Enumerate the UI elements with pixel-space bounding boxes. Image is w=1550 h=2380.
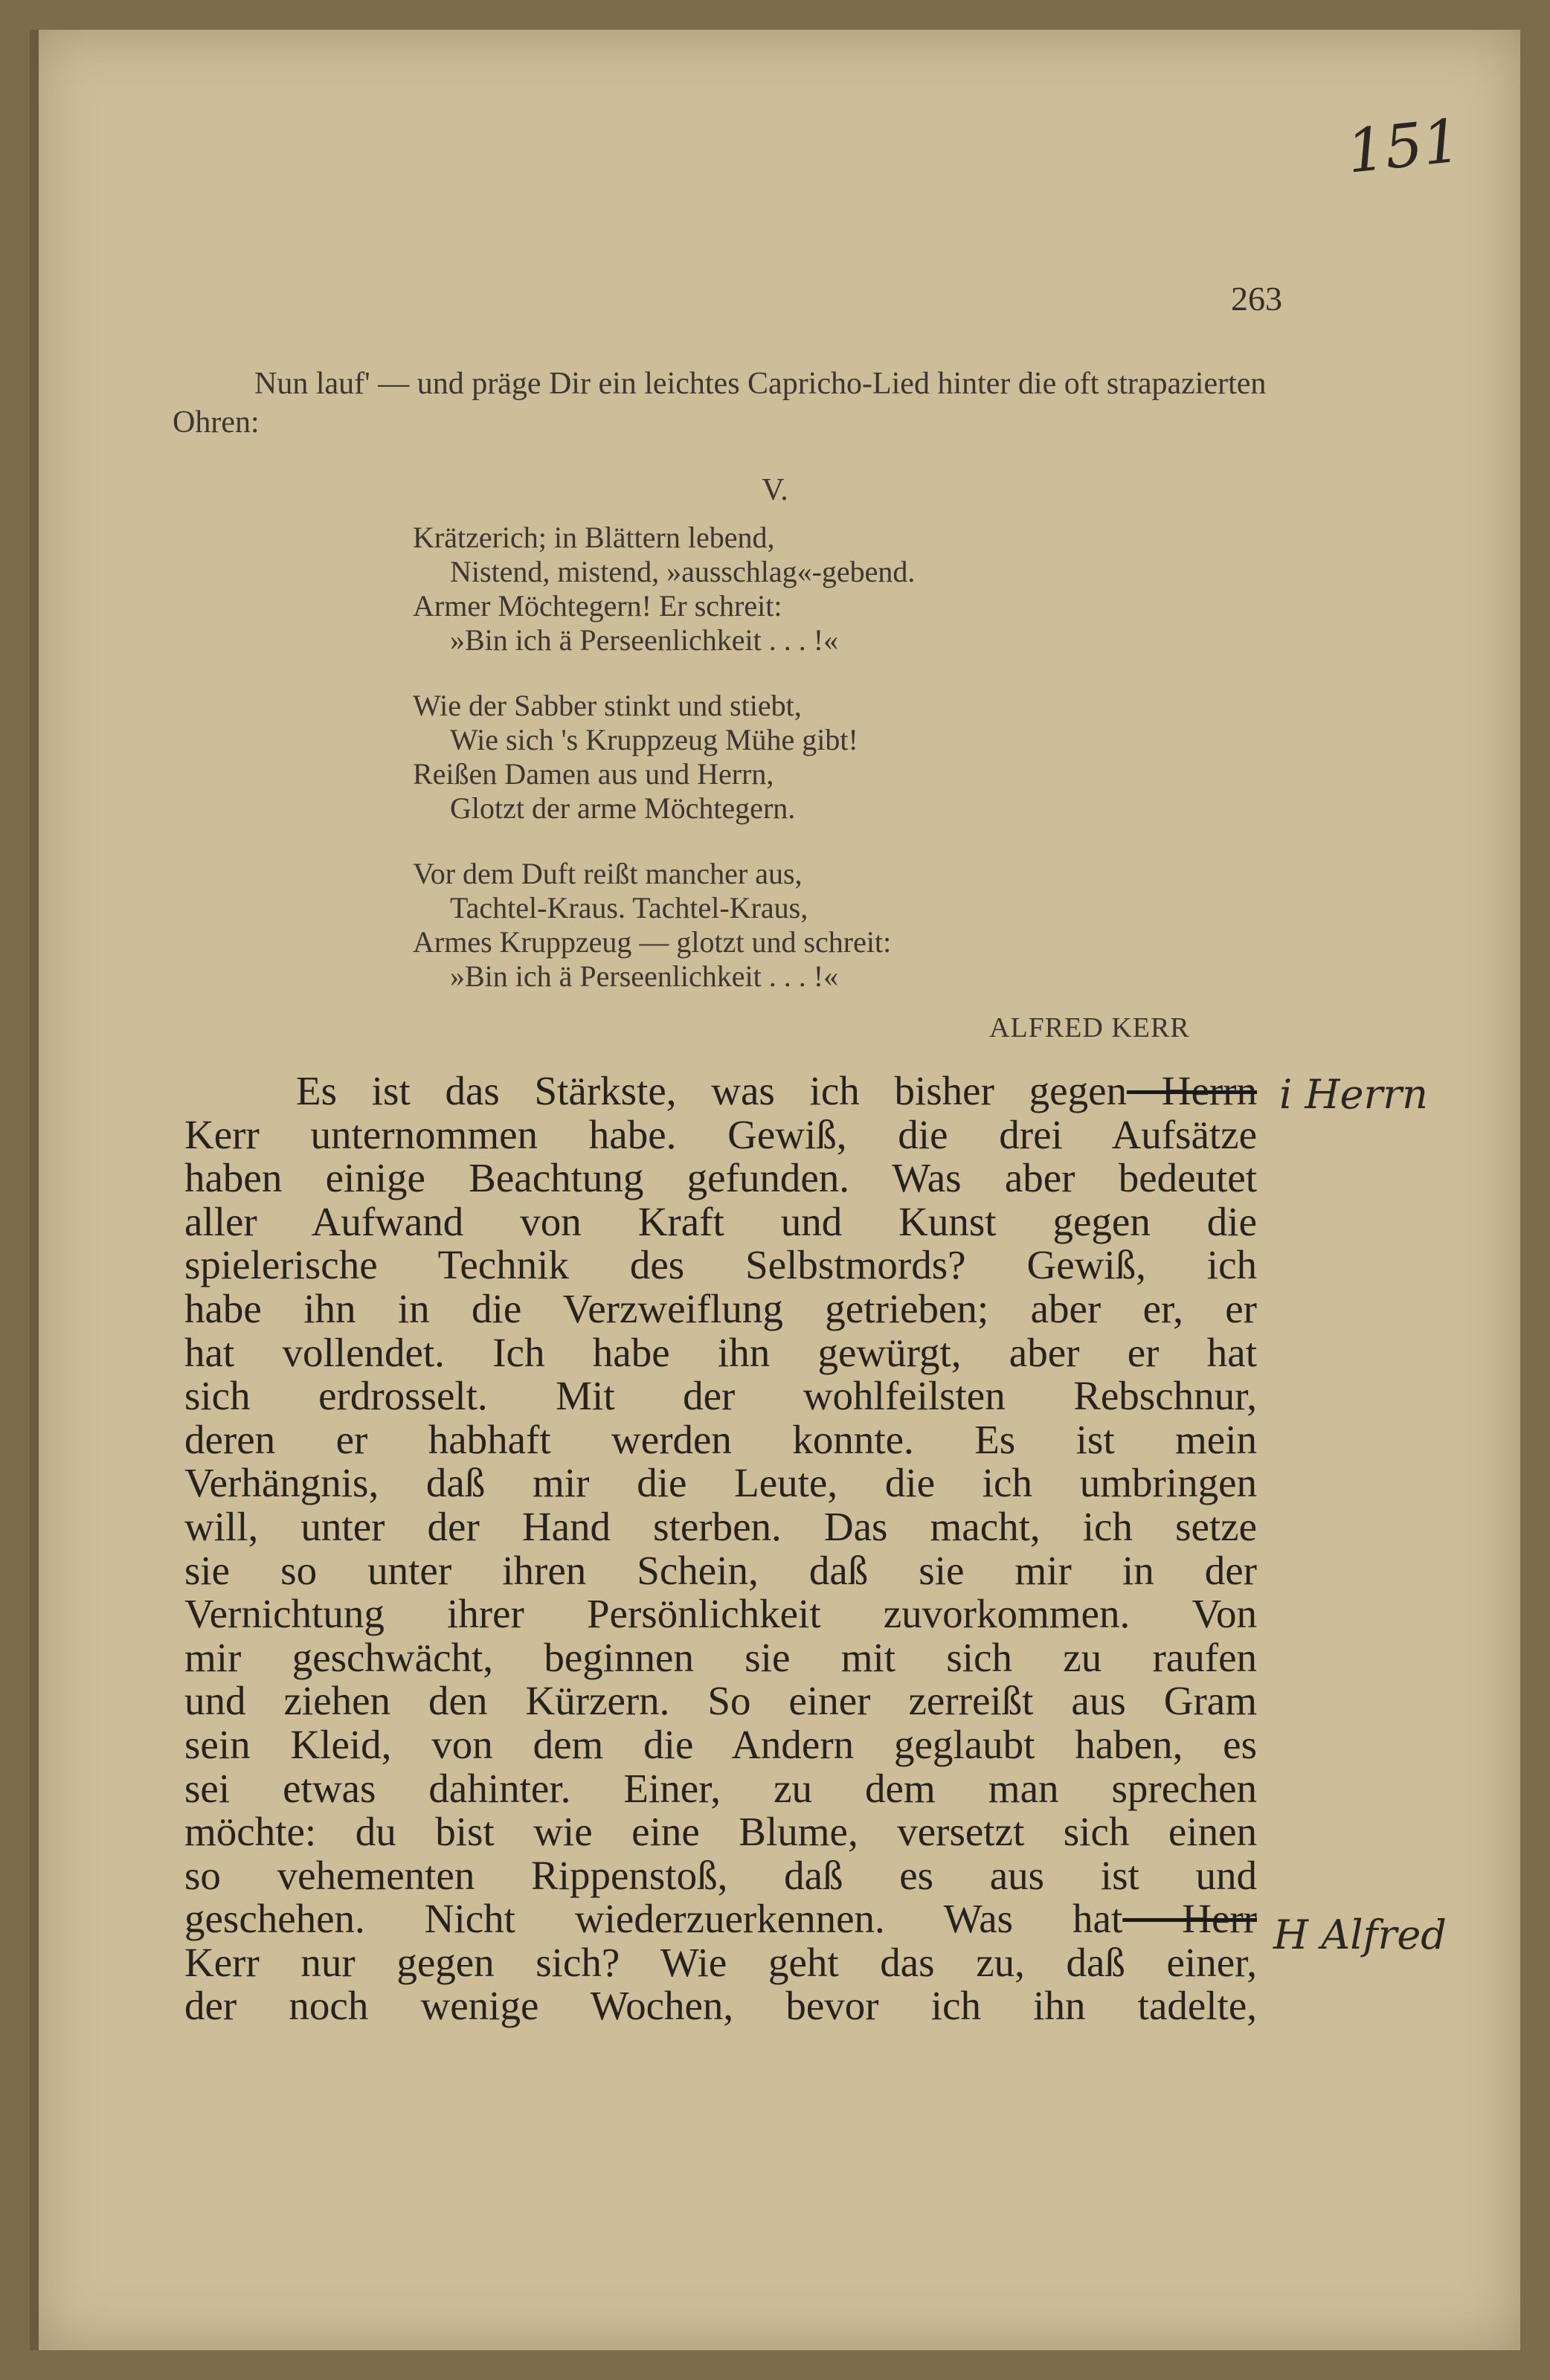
- poem-stanza: [413, 521, 1157, 657]
- body-line: geschehen. Nicht wiederzuerkennen. Was hat Herr: [184, 1896, 1257, 1942]
- body-line: habe ihn in die Verzweiflung getrieben; aber er, er: [184, 1285, 1257, 1331]
- intro-paragraph: Nun lauf' — und präge Dir ein leichtes Capricho-Lied hinter die oft strapazierten Ohren:: [173, 367, 1267, 440]
- body-line: Es ist das Stärkste, was ich bisher gegen Herrn: [296, 1068, 1258, 1113]
- poem-author: ALFRED KERR: [989, 1012, 1190, 1043]
- body-line: Kerr unternommen habe. Gewiß, die drei Aufsätze: [184, 1111, 1257, 1157]
- body-line: sie so unter ihren Schein, daß sie mir in der: [184, 1547, 1257, 1593]
- body-line: sich erdrosselt. Mit der wohlfeilsten Rebschnur,: [184, 1373, 1257, 1419]
- body-line: spielerische Technik des Selbstmords? Gewiß, ich: [184, 1242, 1257, 1288]
- body-paragraph: [184, 1070, 1257, 2028]
- handwritten-page-number: 151: [1343, 106, 1464, 187]
- poem-stanza: [413, 857, 1157, 994]
- body-line: so vehementen Rippenstoß, daß es aus ist und: [184, 1852, 1257, 1898]
- poem-line: Reißen Damen aus und Herrn,: [413, 757, 774, 791]
- body-line: sein Kleid, von dem die Andern geglaubt haben, es: [184, 1721, 1257, 1767]
- book-spine: [30, 30, 39, 2350]
- body-line: Kerr nur gegen sich? Wie geht das zu, daß einer,: [184, 1939, 1257, 1985]
- body-line: haben einige Beachtung gefunden. Was aber bedeutet: [184, 1155, 1257, 1201]
- body-line: Verhängnis, daß mir die Leute, die ich umbringen: [184, 1460, 1257, 1506]
- struck-word: Herr: [1122, 1896, 1257, 1942]
- poem-line: Krätzerich; in Blättern lebend,: [413, 521, 775, 554]
- body-line: Vernichtung ihrer Persönlichkeit zuvorkommen. Von: [184, 1591, 1257, 1637]
- margin-note: H Alfred: [1273, 1911, 1447, 1958]
- body-line: hat vollendet. Ich habe ihn gewürgt, aber er hat: [184, 1329, 1257, 1375]
- poem-line: Armer Möchtegern! Er schreit:: [413, 589, 782, 623]
- poem-line: Wie sich 's Kruppzeug Mühe gibt!: [450, 723, 858, 756]
- body-line: möchte: du bist wie eine Blume, versetzt sich einen: [184, 1809, 1257, 1855]
- poem-line: Tachtel-Kraus. Tachtel-Kraus,: [450, 891, 808, 924]
- body-line: aller Aufwand von Kraft und Kunst gegen die: [184, 1198, 1257, 1244]
- poem-line: Glotzt der arme Möchtegern.: [450, 791, 796, 825]
- poem-line: »Bin ich ä Perseenlichkeit . . . !«: [450, 959, 839, 993]
- poem-line: Nistend, mistend, »ausschlag«-gebend.: [450, 555, 916, 588]
- body-line: deren er habhaft werden konnte. Es ist mein: [184, 1416, 1257, 1462]
- poem-line: Vor dem Duft reißt mancher aus,: [413, 857, 803, 890]
- poem-stanza: [413, 689, 1157, 826]
- poem-line: »Bin ich ä Perseenlichkeit . . . !«: [450, 623, 839, 657]
- body-line: sei etwas dahinter. Einer, zu dem man sprechen: [184, 1765, 1257, 1811]
- printed-page-number: 263: [1231, 280, 1282, 318]
- body-line: will, unter der Hand sterben. Das macht, ich setze: [184, 1503, 1257, 1549]
- poem-line: Wie der Sabber stinkt und stiebt,: [413, 689, 802, 722]
- body-line: mir geschwächt, beginnen sie mit sich zu raufen: [184, 1634, 1257, 1680]
- body-line: und ziehen den Kürzern. So einer zerreißt aus Gram: [184, 1678, 1257, 1724]
- margin-note: i Herrn: [1279, 1071, 1428, 1118]
- poem-heading: V.: [762, 473, 788, 507]
- struck-word: Herrn: [1126, 1068, 1258, 1113]
- poem-line: Armes Kruppzeug — glotzt und schreit:: [413, 925, 892, 959]
- body-line: der noch wenige Wochen, bevor ich ihn tadelte,: [184, 1983, 1257, 2029]
